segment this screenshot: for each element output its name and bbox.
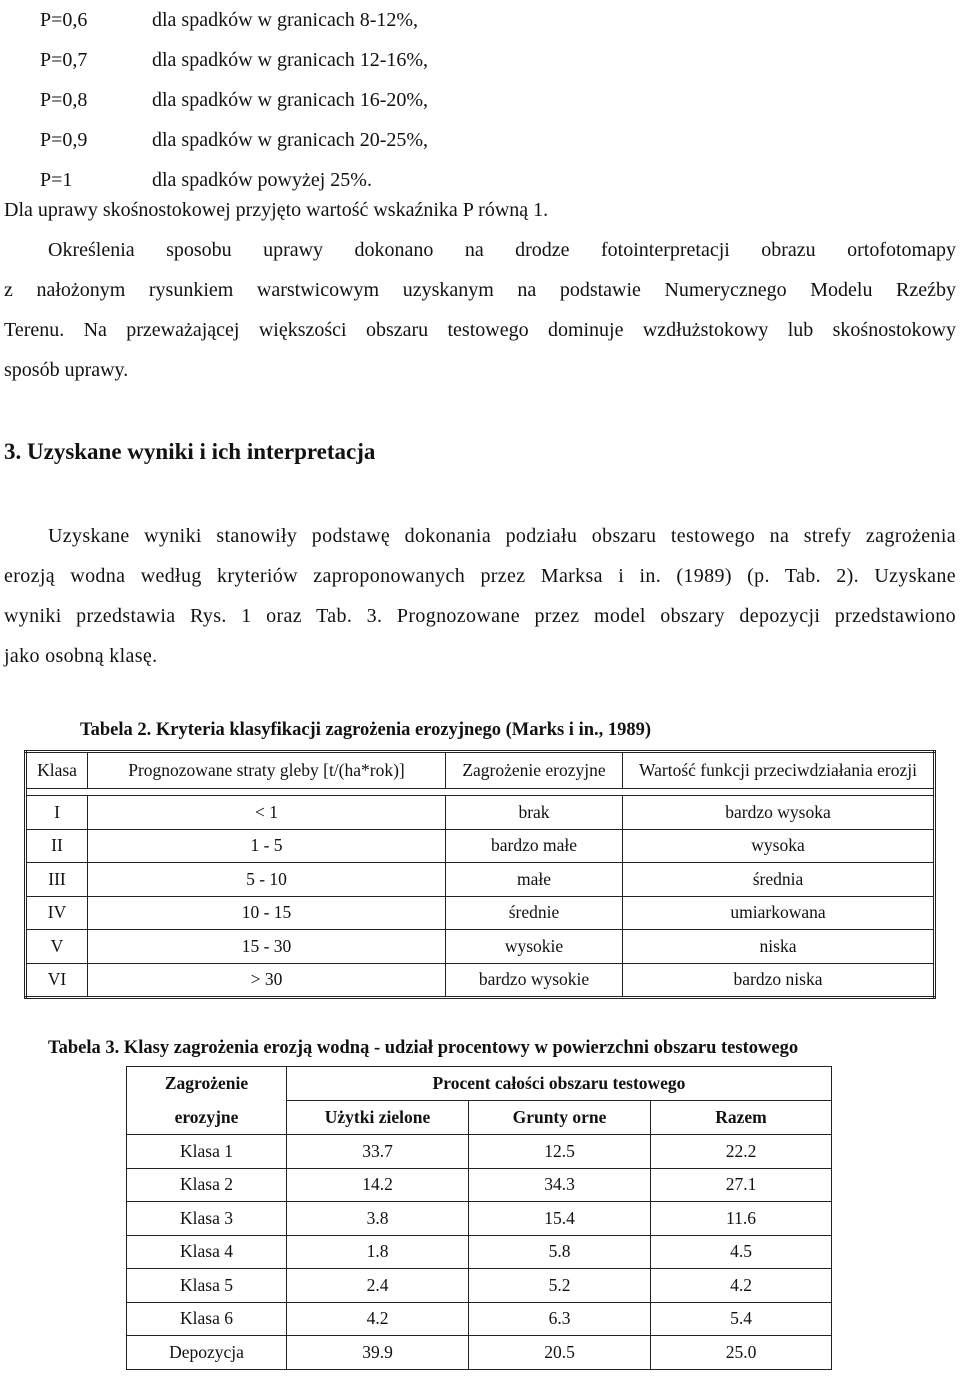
table-cell: 4.2 <box>287 1302 469 1336</box>
table-cell: Klasa 1 <box>127 1135 287 1169</box>
table-header-row <box>26 752 935 789</box>
table-cell: średnie <box>446 896 623 930</box>
table-cell: 4.2 <box>651 1269 832 1303</box>
text-line: erozją wodna według kryteriów zaproponowanych przez Marksa i in. (1989) (p. Tab. 2). Uzyskane <box>4 565 956 587</box>
table-cell: 6.3 <box>469 1302 651 1336</box>
text-line: Dla uprawy skośnostokowej przyjęto wartość wskaźnika P równą 1. <box>4 199 549 221</box>
table-cell: 34.3 <box>469 1168 651 1202</box>
table3-erosion-classes-share <box>126 1066 832 1370</box>
table-cell: Klasa 6 <box>127 1302 287 1336</box>
text-line: Terenu. Na przeważającej większości obszaru testowego dominuje wzdłużstokowy lub skośnostokowy <box>4 319 956 341</box>
table-cell: 11.6 <box>651 1202 832 1236</box>
table-cell: 5.4 <box>651 1302 832 1336</box>
table-spacer <box>26 789 935 796</box>
table-header-cell: Grunty orne <box>469 1101 651 1135</box>
text-line: wyniki przedstawia Rys. 1 oraz Tab. 3. Prognozowane przez model obszary depozycji przedstawiono <box>4 605 956 627</box>
table2-caption: Tabela 2. Kryteria klasyfikacji zagrożenia erozyjnego (Marks i in., 1989) <box>80 720 652 740</box>
table-cell: bardzo małe <box>446 829 623 863</box>
table-row <box>26 829 935 863</box>
list-item: P=0,6 dla spadków w granicach 8-12%, <box>40 9 419 31</box>
table-cell: III <box>26 863 88 897</box>
table-row <box>127 1202 832 1236</box>
table-cell: IV <box>26 896 88 930</box>
table-cell: wysokie <box>446 930 623 964</box>
table-cell: brak <box>446 796 623 830</box>
table-cell: 1.8 <box>287 1235 469 1269</box>
table-header-group: Procent całości obszaru testowego <box>287 1067 832 1101</box>
text-line: jako osobną klasę. <box>4 645 158 667</box>
table-cell: 14.2 <box>287 1168 469 1202</box>
table-header-cell: Wartość funkcji przeciwdziałania erozji <box>623 752 935 789</box>
table-cell: > 30 <box>88 963 446 998</box>
table-row <box>127 1235 832 1269</box>
table-cell: 10 - 15 <box>88 896 446 930</box>
table3-caption: Tabela 3. Klasy zagrożenia erozją wodną - udział procentowy w powierzchni obszaru testowego <box>48 1038 799 1058</box>
table-cell: 33.7 <box>287 1135 469 1169</box>
table-cell: bardzo niska <box>623 963 935 998</box>
table-row <box>26 896 935 930</box>
table-row <box>127 1269 832 1303</box>
table-cell: umiarkowana <box>623 896 935 930</box>
table-header-cell: Zagrożenie <box>127 1067 287 1101</box>
table-cell: niska <box>623 930 935 964</box>
table-header-cell: Razem <box>651 1101 832 1135</box>
table-header-cell: erozyjne <box>127 1101 287 1135</box>
table-row <box>127 1135 832 1169</box>
list-item: P=0,8 dla spadków w granicach 16-20%, <box>40 89 429 111</box>
text-line: sposób uprawy. <box>4 359 129 381</box>
table-row <box>26 796 935 830</box>
table-cell: bardzo wysoka <box>623 796 935 830</box>
table-cell: wysoka <box>623 829 935 863</box>
table-cell: 39.9 <box>287 1336 469 1370</box>
table-cell: średnia <box>623 863 935 897</box>
table-cell: 3.8 <box>287 1202 469 1236</box>
table-cell: 27.1 <box>651 1168 832 1202</box>
list-item: P=1 dla spadków powyżej 25%. <box>40 169 372 191</box>
table-cell: Klasa 2 <box>127 1168 287 1202</box>
table-header-cell: Klasa <box>26 752 88 789</box>
table-row <box>127 1336 832 1370</box>
table2-erosion-criteria <box>24 750 936 999</box>
table-row <box>127 1302 832 1336</box>
table-cell: 22.2 <box>651 1135 832 1169</box>
table-cell: Klasa 5 <box>127 1269 287 1303</box>
table-cell: 25.0 <box>651 1336 832 1370</box>
list-item: P=0,9 dla spadków w granicach 20-25%, <box>40 129 429 151</box>
table-cell: V <box>26 930 88 964</box>
text-line: Uzyskane wyniki stanowiły podstawę dokonania podziału obszaru testowego na strefy zagrożenia <box>48 525 956 547</box>
table-header-cell: Użytki zielone <box>287 1101 469 1135</box>
table-cell: 12.5 <box>469 1135 651 1169</box>
table-cell: Klasa 4 <box>127 1235 287 1269</box>
table-cell: 1 - 5 <box>88 829 446 863</box>
table-cell: 5 - 10 <box>88 863 446 897</box>
text-line: Określenia sposobu uprawy dokonano na drodze fotointerpretacji obrazu ortofotomapy <box>48 239 956 261</box>
table-row <box>26 930 935 964</box>
table-row <box>26 863 935 897</box>
table-cell: I <box>26 796 88 830</box>
text-line: z nałożonym rysunkiem warstwicowym uzyskanym na podstawie Numerycznego Modelu Rzeźby <box>4 279 956 301</box>
table-header-cell: Prognozowane straty gleby [t/(ha*rok)] <box>88 752 446 789</box>
table-row <box>26 963 935 998</box>
table-cell: bardzo wysokie <box>446 963 623 998</box>
table-cell: Klasa 3 <box>127 1202 287 1236</box>
table-cell: 15.4 <box>469 1202 651 1236</box>
list-item: P=0,7 dla spadków w granicach 12-16%, <box>40 49 429 71</box>
table-cell: 15 - 30 <box>88 930 446 964</box>
table-cell: 5.8 <box>469 1235 651 1269</box>
table-cell: 4.5 <box>651 1235 832 1269</box>
table-cell: 20.5 <box>469 1336 651 1370</box>
table-cell: II <box>26 829 88 863</box>
table-cell: 5.2 <box>469 1269 651 1303</box>
table-header-row <box>127 1101 832 1135</box>
table-header-cell: Zagrożenie erozyjne <box>446 752 623 789</box>
table-row <box>127 1168 832 1202</box>
table-cell: Depozycja <box>127 1336 287 1370</box>
table-cell: < 1 <box>88 796 446 830</box>
table-cell: VI <box>26 963 88 998</box>
table-cell: 2.4 <box>287 1269 469 1303</box>
section-heading: 3. Uzyskane wyniki i ich interpretacja <box>4 439 376 464</box>
p-factor-list <box>40 0 600 200</box>
table-header-row <box>127 1067 832 1101</box>
table-cell: małe <box>446 863 623 897</box>
